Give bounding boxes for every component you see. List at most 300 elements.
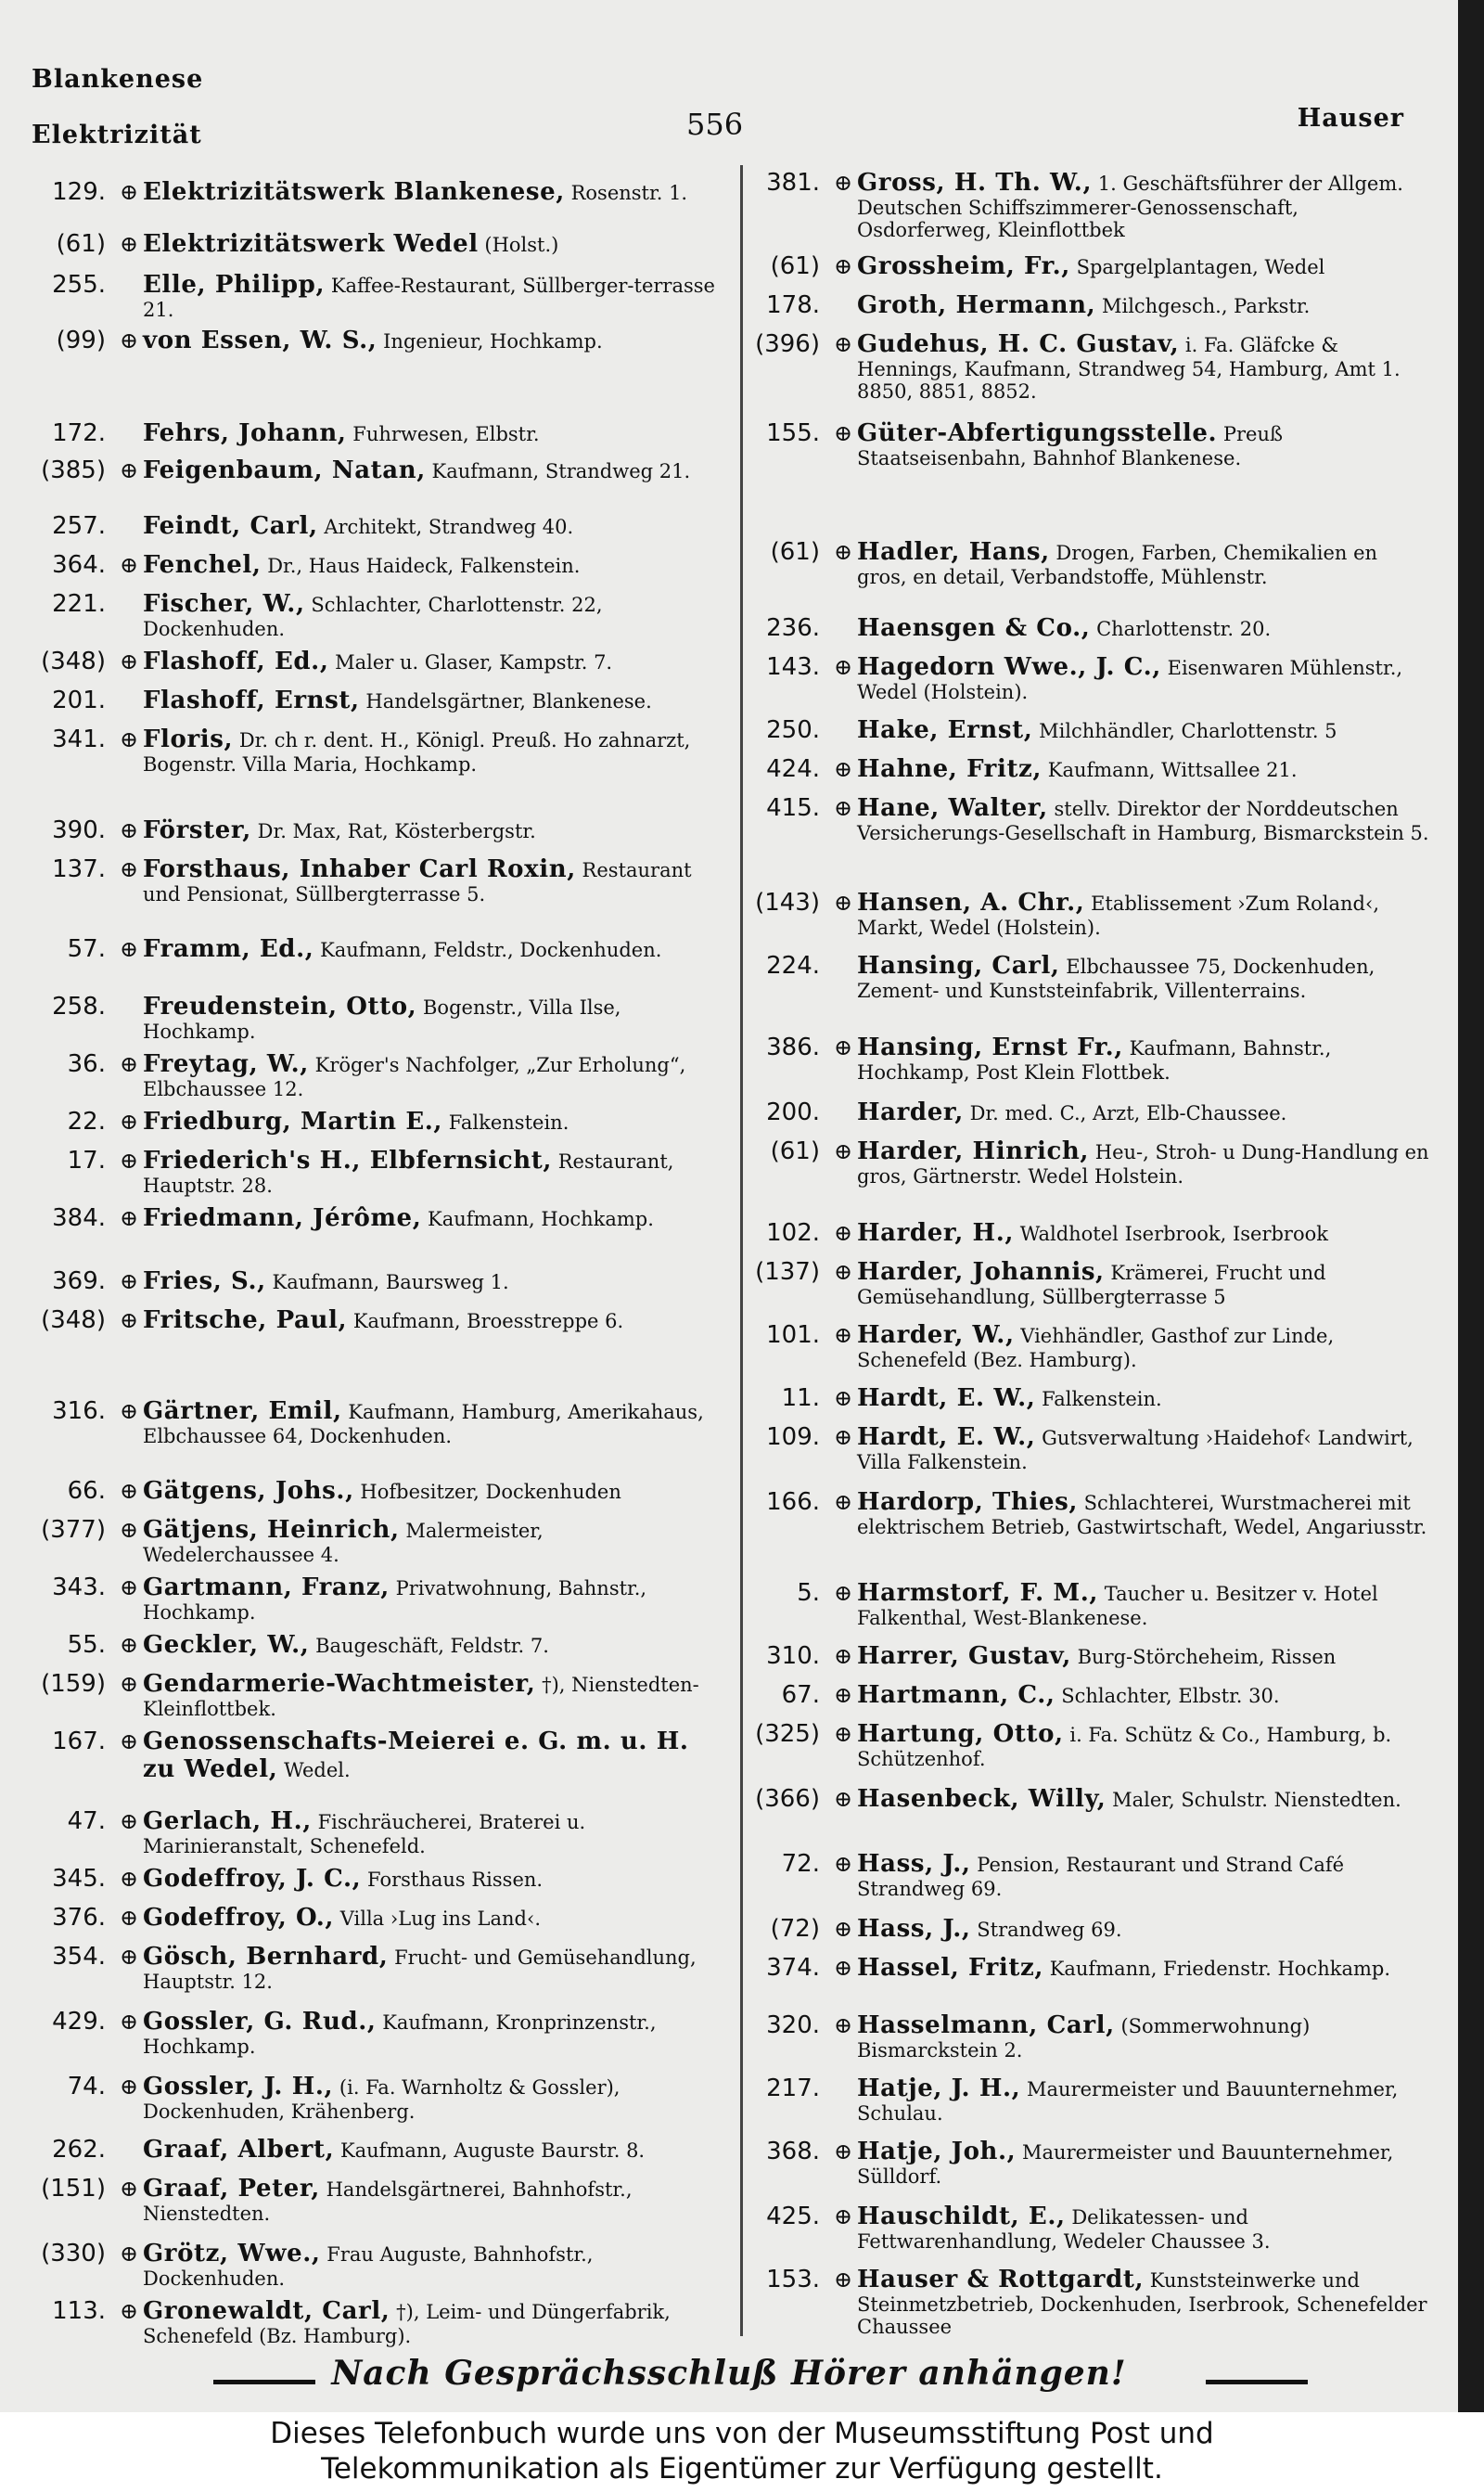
listing-entry xyxy=(749,1642,1431,1670)
listing-text xyxy=(143,935,719,963)
public-phone-mark-icon: ⊕ xyxy=(833,1385,853,1411)
listing-entry xyxy=(28,687,719,714)
listing-entry xyxy=(749,614,1431,642)
listing-entry xyxy=(749,716,1431,744)
listing-entry xyxy=(28,816,719,844)
public-phone-mark-icon: ⊕ xyxy=(119,2241,139,2267)
listing-text xyxy=(857,1720,1431,1770)
subscriber-details: Kaufmann, Broesstreppe 6. xyxy=(352,1310,624,1332)
listing-text xyxy=(143,1943,719,1993)
phone-number: (159) xyxy=(41,1670,106,1698)
listing-text xyxy=(143,1728,719,1783)
subscriber-name: Elektrizitätswerk Wedel xyxy=(143,230,479,258)
subscriber-name: Framm, Ed., xyxy=(143,935,314,963)
subscriber-name: Hardorp, Thies, xyxy=(857,1488,1078,1516)
subscriber-details: Kaffee-Restaurant, Süllberger-terrasse 21. xyxy=(143,275,715,321)
phone-number: 22. xyxy=(67,1108,106,1136)
listing-text xyxy=(143,1516,719,1566)
subscriber-name: Fenchel, xyxy=(143,551,262,579)
listing-text xyxy=(857,1098,1431,1126)
phone-number: 425. xyxy=(766,2203,820,2230)
subscriber-details: Dr. med. C., Arzt, Elb-Chaussee. xyxy=(969,1102,1287,1124)
subscriber-details: Kaufmann, Kronprinzenstr., Hochkamp. xyxy=(143,2011,657,2058)
subscriber-details: Maurermeister und Bauunternehmer, Sülldorf. xyxy=(857,2141,1394,2188)
phone-number: 369. xyxy=(52,1267,106,1295)
listing-entry xyxy=(749,1384,1431,1412)
public-phone-mark-icon: ⊕ xyxy=(833,795,853,821)
listing-entry xyxy=(28,1267,719,1295)
subscriber-name: Hauschildt, E., xyxy=(857,2203,1066,2230)
subscriber-name: Hauser & Rottgardt, xyxy=(857,2266,1145,2293)
phone-number: 17. xyxy=(67,1147,106,1175)
listing-text xyxy=(857,1642,1431,1670)
listing-entry xyxy=(28,271,719,321)
subscriber-details: Gutsverwaltung ›Haidehof‹ Landwirt, Villa Falkenstein. xyxy=(857,1427,1414,1473)
listing-entry xyxy=(28,855,719,906)
phone-number: 390. xyxy=(52,816,106,844)
subscriber-details: Malermeister, Wedelerchaussee 4. xyxy=(143,1520,544,1566)
phone-number: (61) xyxy=(56,230,106,258)
subscriber-details: †), Nienstedten-Kleinflottbek. xyxy=(143,1674,699,1720)
listing-entry xyxy=(749,889,1431,939)
phone-number: 178. xyxy=(766,291,820,319)
phone-number: 257. xyxy=(52,512,106,540)
subscriber-details: i. Fa. Schütz & Co., Hamburg, b. Schützenhof. xyxy=(857,1724,1392,1770)
listing-text xyxy=(857,1137,1431,1188)
listing-text xyxy=(143,855,719,906)
listing-text xyxy=(143,1050,719,1100)
listing-text xyxy=(857,1321,1431,1371)
listing-entry xyxy=(749,2266,1431,2338)
footer-slogan: Nach Gesprächsschluß Hörer anhängen! xyxy=(331,2354,1127,2393)
public-phone-mark-icon: ⊕ xyxy=(119,2176,139,2202)
public-phone-mark-icon: ⊕ xyxy=(833,170,853,196)
phone-number: 66. xyxy=(67,1477,106,1505)
subscriber-name: Hasselmann, Carl, xyxy=(857,2011,1115,2039)
subscriber-details: Frau Auguste, Bahnhofstr., Dockenhuden. xyxy=(143,2243,594,2290)
listing-text xyxy=(143,230,719,258)
listing-entry xyxy=(28,1477,719,1505)
listing-text xyxy=(143,1631,719,1659)
subscriber-name: Hagedorn Wwe., J. C., xyxy=(857,653,1161,681)
phone-number: 236. xyxy=(766,614,820,642)
listing-entry xyxy=(28,1865,719,1893)
phone-number: 201. xyxy=(52,687,106,714)
public-phone-mark-icon: ⊕ xyxy=(119,1808,139,1834)
header-place: Blankenese xyxy=(32,65,204,94)
subscriber-details: Preuß Staatseisenbahn, Bahnhof Blankenese. xyxy=(857,423,1283,469)
column-divider xyxy=(740,165,743,2336)
listing-text xyxy=(143,1397,719,1447)
listing-text xyxy=(143,178,719,206)
subscriber-name: Gendarmerie-Wachtmeister, xyxy=(143,1670,536,1698)
listing-text xyxy=(857,1258,1431,1308)
phone-number: 109. xyxy=(766,1423,820,1451)
phone-number: 5. xyxy=(797,1579,820,1607)
subscriber-details: Kunststeinwerke und Steinmetzbetrieb, Dockenhuden, Iserbrook, Schenefelder Chaussee xyxy=(857,2269,1427,2338)
public-phone-mark-icon: ⊕ xyxy=(119,2298,139,2324)
listing-text xyxy=(857,1384,1431,1412)
public-phone-mark-icon: ⊕ xyxy=(833,331,853,357)
listing-text xyxy=(143,1904,719,1932)
subscriber-details: Schlachter, Charlottenstr. 22, Dockenhuden. xyxy=(143,594,603,640)
public-phone-mark-icon: ⊕ xyxy=(833,253,853,279)
public-phone-mark-icon: ⊕ xyxy=(833,1259,853,1285)
listing-text xyxy=(143,2073,719,2123)
listing-text xyxy=(143,327,719,354)
listing-entry xyxy=(749,1423,1431,1473)
listing-entry xyxy=(749,1785,1431,1813)
listing-text xyxy=(143,1108,719,1136)
subscriber-details: Drogen, Farben, Chemikalien en gros, en detail, Verbandstoffe, Mühlenstr. xyxy=(857,542,1378,588)
listing-text xyxy=(143,590,719,640)
subscriber-details: 1. Geschäftsführer der Allgem. Deutschen Schiffszimmerer-Genossenschaft, Osdorferweg, Kleinflottbek xyxy=(857,173,1403,241)
subscriber-details: Viehhändler, Gasthof zur Linde, Schenefeld (Bez. Hamburg). xyxy=(857,1325,1335,1371)
listing-entry xyxy=(28,1728,719,1783)
phone-number: 143. xyxy=(766,653,820,681)
subscriber-name: Hansen, A. Chr., xyxy=(857,889,1085,917)
listing-text xyxy=(143,2008,719,2058)
phone-number: 341. xyxy=(52,726,106,753)
phone-number: 11. xyxy=(781,1384,820,1412)
subscriber-name: von Essen, W. S., xyxy=(143,327,377,354)
listing-entry xyxy=(749,538,1431,588)
subscriber-details: Kaufmann, Baursweg 1. xyxy=(272,1271,509,1293)
phone-number: 47. xyxy=(67,1807,106,1835)
subscriber-details: Delikatessen- und Fettwarenhandlung, Wedeler Chaussee 3. xyxy=(857,2206,1271,2253)
listing-entry xyxy=(749,1579,1431,1629)
listing-entry xyxy=(749,1258,1431,1308)
listing-text xyxy=(143,1477,719,1505)
subscriber-details: Dr., Haus Haideck, Falkenstein. xyxy=(267,555,581,577)
subscriber-details: Etablissement ›Zum Roland‹, Markt, Wedel (Holstein). xyxy=(857,893,1380,939)
subscriber-details: Charlottenstr. 20. xyxy=(1096,618,1272,640)
listing-entry xyxy=(749,169,1431,241)
phone-number: 368. xyxy=(766,2138,820,2165)
subscriber-name: Gossler, G. Rud., xyxy=(143,2008,377,2036)
subscriber-name: Graaf, Albert, xyxy=(143,2136,335,2164)
public-phone-mark-icon: ⊕ xyxy=(119,1866,139,1892)
listing-entry xyxy=(28,327,719,354)
phone-number: 310. xyxy=(766,1642,820,1670)
phone-number: (348) xyxy=(41,648,106,675)
subscriber-details: (Sommerwohnung) Bismarckstein 2. xyxy=(857,2015,1311,2062)
phone-number: 166. xyxy=(766,1488,820,1516)
subscriber-name: Friederich's H., Elbfernsicht, xyxy=(143,1147,553,1175)
phone-number: (72) xyxy=(770,1915,820,1943)
listing-entry xyxy=(28,2073,719,2123)
subscriber-details: Kaufmann, Wittsallee 21. xyxy=(1047,759,1298,781)
listing-entry xyxy=(28,1943,719,1993)
subscriber-name: Hardt, E. W., xyxy=(857,1384,1036,1412)
phone-number: 102. xyxy=(766,1219,820,1247)
phone-number: (137) xyxy=(755,1258,820,1286)
listing-text xyxy=(857,1034,1431,1084)
subscriber-name: Fries, S., xyxy=(143,1267,266,1295)
subscriber-details: Restaurant und Pensionat, Süllbergterrasse 5. xyxy=(143,859,692,906)
subscriber-details: (Holst.) xyxy=(484,234,559,256)
listing-entry xyxy=(28,178,719,206)
subscriber-name: Gösch, Bernhard, xyxy=(143,1943,389,1971)
subscriber-details: Kaufmann, Auguste Baurstr. 8. xyxy=(339,2139,646,2162)
subscriber-details: Handelsgärtner, Blankenese. xyxy=(365,690,652,713)
subscriber-name: Haensgen & Co., xyxy=(857,614,1091,642)
subscriber-name: Grossheim, Fr., xyxy=(857,252,1070,280)
listing-entry xyxy=(749,1681,1431,1709)
listing-entry xyxy=(28,512,719,540)
subscriber-name: Harder, W., xyxy=(857,1321,1015,1349)
subscriber-name: Hartung, Otto, xyxy=(857,1720,1064,1748)
public-phone-mark-icon: ⊕ xyxy=(119,1728,139,1754)
subscriber-details: Ingenieur, Hochkamp. xyxy=(383,330,603,353)
subscriber-details: Heu-, Stroh- u Dung-Handlung en gros, Gärtnerstr. Wedel Holstein. xyxy=(857,1141,1429,1188)
subscriber-name: Feigenbaum, Natan, xyxy=(143,456,426,484)
public-phone-mark-icon: ⊕ xyxy=(119,1905,139,1931)
listing-text xyxy=(143,512,719,540)
listing-text xyxy=(143,993,719,1043)
subscriber-details: Villa ›Lug ins Land‹. xyxy=(339,1908,542,1930)
phone-number: (366) xyxy=(755,1785,820,1813)
subscriber-details: Elbchaussee 75, Dockenhuden, Zement- und Kunststeinfabrik, Villenterrains. xyxy=(857,956,1375,1002)
listing-text xyxy=(857,1219,1431,1247)
subscriber-details: Rosenstr. 1. xyxy=(570,182,688,204)
public-phone-mark-icon: ⊕ xyxy=(833,1916,853,1942)
listing-entry xyxy=(28,2175,719,2225)
subscriber-name: Harrer, Gustav, xyxy=(857,1642,1071,1670)
subscriber-details: Kaufmann, Bahnstr., Hochkamp, Post Klein Flottbek. xyxy=(857,1037,1332,1084)
subscriber-name: Hatje, Joh., xyxy=(857,2138,1017,2165)
phone-number: (385) xyxy=(41,456,106,484)
credit-line-1: Dieses Telefonbuch wurde uns von der Museumsstiftung Post und xyxy=(270,2417,1214,2450)
listing-text xyxy=(857,169,1431,241)
page-edge-shadow xyxy=(1458,0,1484,2412)
public-phone-mark-icon: ⊕ xyxy=(119,552,139,578)
phone-number: 364. xyxy=(52,551,106,579)
public-phone-mark-icon: ⊕ xyxy=(833,539,853,565)
phone-number: 221. xyxy=(52,590,106,618)
listing-entry xyxy=(749,1034,1431,1084)
subscriber-details: Falkenstein. xyxy=(448,1111,569,1134)
listing-entry xyxy=(749,2138,1431,2188)
listing-entry xyxy=(749,2203,1431,2253)
listing-text xyxy=(857,716,1431,744)
subscriber-details: Waldhotel Iserbrook, Iserbrook xyxy=(1019,1223,1328,1245)
public-phone-mark-icon: ⊕ xyxy=(833,1424,853,1450)
listing-entry xyxy=(28,2297,719,2347)
listing-entry xyxy=(28,1306,719,1334)
public-phone-mark-icon: ⊕ xyxy=(119,649,139,674)
header-section: Elektrizität xyxy=(32,121,202,149)
listing-entry xyxy=(749,2011,1431,2062)
listing-text xyxy=(143,456,719,484)
listing-entry xyxy=(28,1904,719,1932)
subscriber-details: Taucher u. Besitzer v. Hotel Falkenthal, West-Blankenese. xyxy=(857,1583,1378,1629)
public-phone-mark-icon: ⊕ xyxy=(833,2139,853,2164)
phone-number: (330) xyxy=(41,2240,106,2267)
subscriber-name: Gudehus, H. C. Gustav, xyxy=(857,330,1180,358)
subscriber-details: stellv. Direktor der Norddeutschen Versicherungs-Gesellschaft in Hamburg, Bismarckstein 5. xyxy=(857,798,1429,844)
listing-text xyxy=(143,1670,719,1720)
listing-text xyxy=(143,419,719,447)
listing-text xyxy=(857,1785,1431,1813)
phone-number: (143) xyxy=(755,889,820,917)
subscriber-name: Fehrs, Johann, xyxy=(143,419,347,447)
public-phone-mark-icon: ⊕ xyxy=(119,2074,139,2100)
phone-number: 424. xyxy=(766,755,820,783)
listing-text xyxy=(143,2240,719,2290)
subscriber-name: Hansing, Carl, xyxy=(857,952,1060,980)
listing-text xyxy=(143,2297,719,2347)
listing-text xyxy=(857,2138,1431,2188)
subscriber-details: Milchhändler, Charlottenstr. 5 xyxy=(1039,720,1337,742)
listing-text xyxy=(857,291,1431,319)
phone-number: 137. xyxy=(52,855,106,883)
phone-number: 429. xyxy=(52,2008,106,2036)
subscriber-name: Harder, Hinrich, xyxy=(857,1137,1090,1165)
listing-text xyxy=(857,614,1431,642)
subscriber-details: Forsthaus Rissen. xyxy=(367,1869,544,1891)
phone-number: (377) xyxy=(41,1516,106,1544)
phone-number: (99) xyxy=(56,327,106,354)
listing-entry xyxy=(749,1915,1431,1943)
subscriber-name: Godeffroy, J. C., xyxy=(143,1865,362,1893)
subscriber-details: i. Fa. Gläfcke & Hennings, Kaufmann, Strandweg 54, Hamburg, Amt 1. 8850, 8851, 8852. xyxy=(857,334,1401,403)
listing-entry xyxy=(749,1137,1431,1188)
phone-number: (61) xyxy=(770,1137,820,1165)
listing-entry xyxy=(749,1720,1431,1770)
subscriber-name: Groth, Hermann, xyxy=(857,291,1096,319)
listing-text xyxy=(857,252,1431,280)
listing-entry xyxy=(28,1631,719,1659)
listing-entry xyxy=(28,648,719,675)
listing-entry xyxy=(749,419,1431,469)
subscriber-name: Hahne, Fritz, xyxy=(857,755,1043,783)
phone-number: 354. xyxy=(52,1943,106,1971)
public-phone-mark-icon: ⊕ xyxy=(833,1721,853,1747)
public-phone-mark-icon: ⊕ xyxy=(833,1322,853,1348)
listing-text xyxy=(857,419,1431,469)
phone-number: 415. xyxy=(766,794,820,822)
subscriber-name: Harder, xyxy=(857,1098,964,1126)
subscriber-details: Wedel. xyxy=(284,1759,351,1781)
subscriber-name: Graaf, Peter, xyxy=(143,2175,320,2203)
public-phone-mark-icon: ⊕ xyxy=(833,1682,853,1708)
subscriber-name: Feindt, Carl, xyxy=(143,512,318,540)
phone-number: 101. xyxy=(766,1321,820,1349)
subscriber-name: Harmstorf, F. M., xyxy=(857,1579,1099,1607)
subscriber-name: Gronewaldt, Carl, xyxy=(143,2297,390,2325)
subscriber-details: Kaufmann, Strandweg 21. xyxy=(431,460,691,482)
listing-text xyxy=(857,1579,1431,1629)
public-phone-mark-icon: ⊕ xyxy=(119,1109,139,1135)
listing-entry xyxy=(28,1147,719,1197)
listing-text xyxy=(857,1423,1431,1473)
listing-entry xyxy=(28,590,719,640)
listing-entry xyxy=(749,1321,1431,1371)
listing-text xyxy=(857,1954,1431,1982)
subscriber-name: Gärtner, Emil, xyxy=(143,1397,342,1425)
subscriber-name: Harder, H., xyxy=(857,1219,1015,1247)
subscriber-name: Genossenschafts-Meierei e. G. m. u. H. zu Wedel, xyxy=(143,1728,689,1783)
listing-text xyxy=(857,889,1431,939)
public-phone-mark-icon: ⊕ xyxy=(119,1307,139,1333)
listing-text xyxy=(143,2175,719,2225)
public-phone-mark-icon: ⊕ xyxy=(119,1478,139,1504)
listing-text xyxy=(857,2075,1431,2125)
subscriber-name: Fischer, W., xyxy=(143,590,305,618)
subscriber-details: Kaufmann, Feldstr., Dockenhuden. xyxy=(320,939,662,961)
public-phone-mark-icon: ⊕ xyxy=(833,756,853,782)
subscriber-details: Dr. Max, Rat, Kösterbergstr. xyxy=(257,820,536,842)
listing-entry xyxy=(28,1050,719,1100)
listing-text xyxy=(857,538,1431,588)
subscriber-name: Hartmann, C., xyxy=(857,1681,1055,1709)
public-phone-mark-icon: ⊕ xyxy=(833,1955,853,1981)
listing-entry xyxy=(28,1108,719,1136)
subscriber-details: †), Leim- und Düngerfabrik, Schenefeld (Bz. Hamburg). xyxy=(143,2301,671,2347)
listing-entry xyxy=(749,330,1431,403)
subscriber-name: Güter-Abfertigungsstelle. xyxy=(857,419,1218,447)
listing-entry xyxy=(749,755,1431,783)
public-phone-mark-icon: ⊕ xyxy=(833,2012,853,2038)
listing-text xyxy=(143,816,719,844)
listing-entry xyxy=(749,2075,1431,2125)
subscriber-details: Fischräucherei, Braterei u. Marinieranstalt, Schenefeld. xyxy=(143,1811,586,1857)
header-page-number: 556 xyxy=(686,107,744,142)
public-phone-mark-icon: ⊕ xyxy=(119,1148,139,1174)
listing-entry xyxy=(749,653,1431,703)
listing-text xyxy=(143,551,719,579)
phone-number: 320. xyxy=(766,2011,820,2039)
subscriber-name: Friedburg, Martin E., xyxy=(143,1108,443,1136)
public-phone-mark-icon: ⊕ xyxy=(833,890,853,916)
listing-text xyxy=(857,1681,1431,1709)
public-phone-mark-icon: ⊕ xyxy=(119,1051,139,1077)
listing-text xyxy=(143,1306,719,1334)
listing-text xyxy=(857,2203,1431,2253)
phone-number: 255. xyxy=(52,271,106,299)
listing-entry xyxy=(749,1219,1431,1247)
phone-number: 57. xyxy=(67,935,106,963)
listing-entry xyxy=(28,1397,719,1447)
public-phone-mark-icon: ⊕ xyxy=(119,231,139,257)
public-phone-mark-icon: ⊕ xyxy=(833,1580,853,1606)
listing-text xyxy=(857,794,1431,844)
subscriber-name: Forsthaus, Inhaber Carl Roxin, xyxy=(143,855,576,883)
subscriber-name: Hake, Ernst, xyxy=(857,716,1033,744)
subscriber-details: Milchgesch., Parkstr. xyxy=(1101,295,1311,317)
phone-number: (348) xyxy=(41,1306,106,1334)
subscriber-name: Harder, Johannis, xyxy=(857,1258,1105,1286)
public-phone-mark-icon: ⊕ xyxy=(119,1398,139,1424)
listing-text xyxy=(857,1850,1431,1900)
subscriber-name: Hassel, Fritz, xyxy=(857,1954,1044,1982)
listing-entry xyxy=(28,2136,719,2164)
phone-number: 381. xyxy=(766,169,820,197)
phone-number: 67. xyxy=(781,1681,820,1709)
subscriber-details: Maler, Schulstr. Nienstedten. xyxy=(1112,1789,1401,1811)
credit-note xyxy=(0,2416,1484,2486)
subscriber-details: Spargelplantagen, Wedel xyxy=(1076,256,1325,278)
public-phone-mark-icon: ⊕ xyxy=(119,1632,139,1658)
public-phone-mark-icon: ⊕ xyxy=(833,1643,853,1669)
listing-entry xyxy=(28,1516,719,1566)
public-phone-mark-icon: ⊕ xyxy=(119,1205,139,1231)
subscriber-name: Elle, Philipp, xyxy=(143,271,326,299)
listing-text xyxy=(143,1574,719,1624)
public-phone-mark-icon: ⊕ xyxy=(119,1574,139,1600)
subscriber-details: Privatwohnung, Bahnstr., Hochkamp. xyxy=(143,1577,647,1624)
